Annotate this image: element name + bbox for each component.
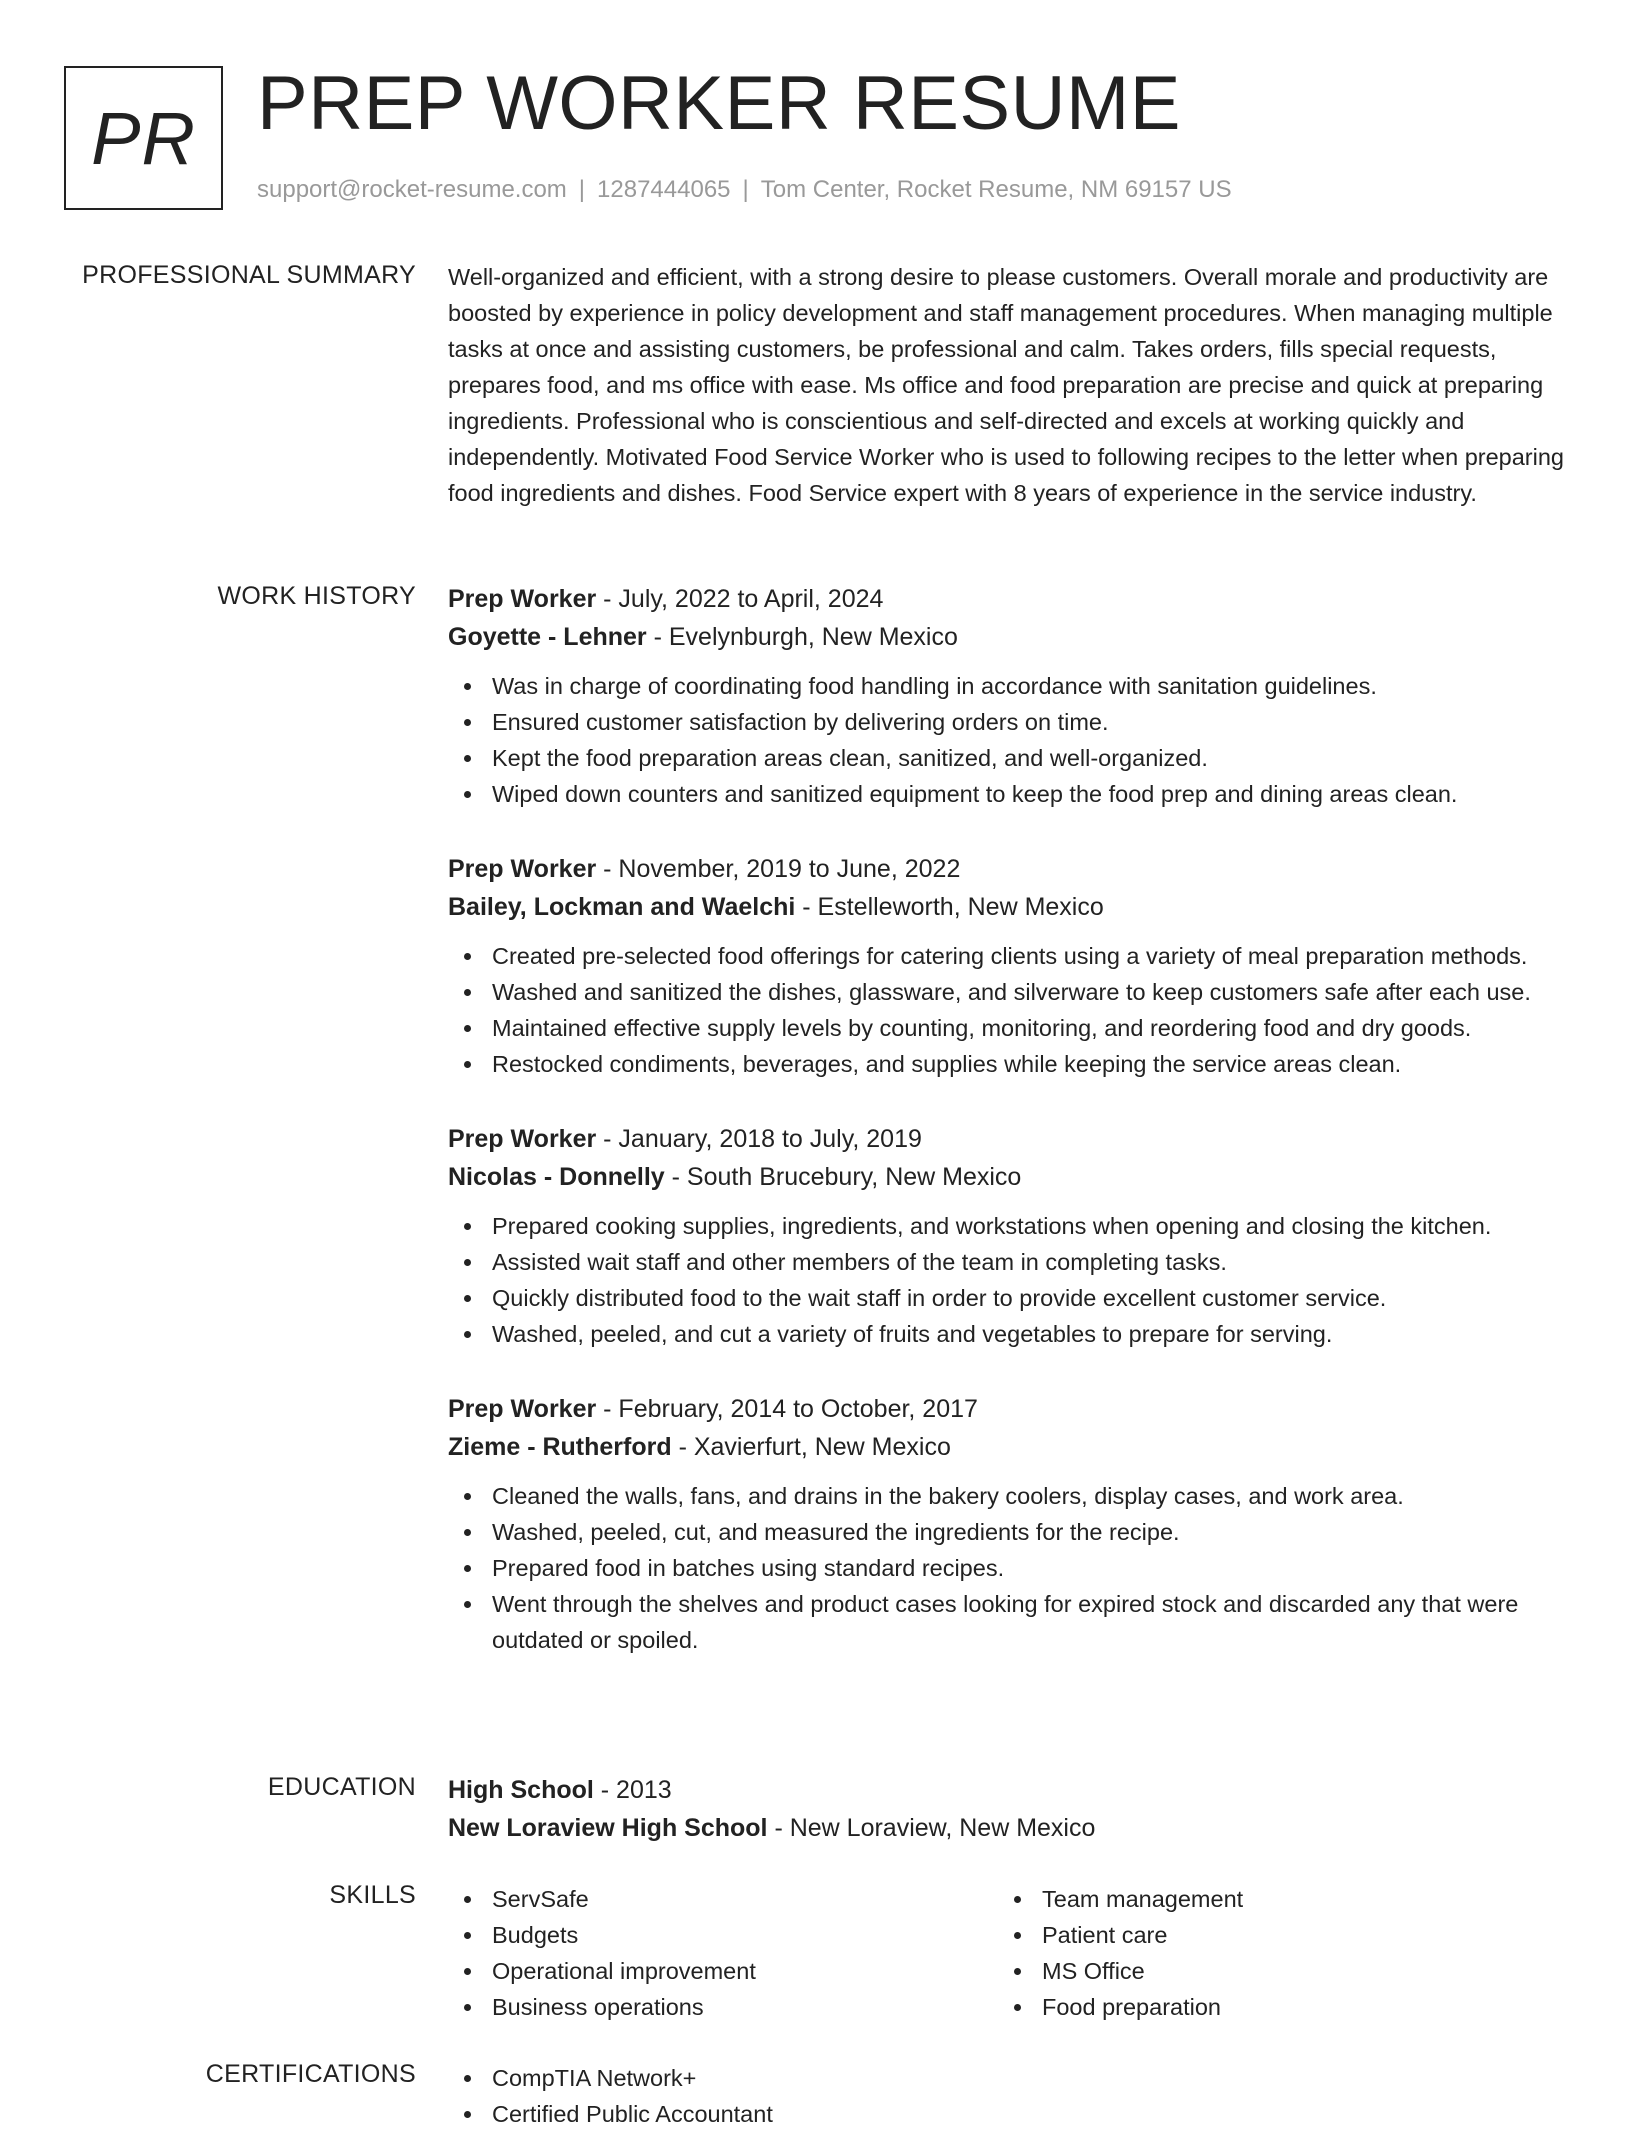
- job-company-line: [448, 1158, 1568, 1196]
- skills-grid: [448, 1881, 1568, 2025]
- resume-header: [64, 61, 1568, 210]
- job-company: Nicolas - Donnelly: [448, 1163, 665, 1191]
- skills-list-1: [448, 1881, 998, 2025]
- section-label-skills: SKILLS: [329, 1881, 416, 1909]
- contact-separator: |: [578, 176, 586, 203]
- bullet-item: Quickly distributed food to the wait staff in order to provide excellent customer service.: [448, 1280, 1568, 1316]
- bullet-item: Business operations: [448, 1989, 998, 2025]
- section-label-work-history: WORK HISTORY: [217, 582, 416, 610]
- job-dates: - November, 2019 to June, 2022: [596, 855, 961, 883]
- section-label-education: EDUCATION: [267, 1773, 416, 1801]
- education-degree-line: [448, 1771, 1568, 1809]
- job-dates: - January, 2018 to July, 2019: [596, 1125, 922, 1153]
- contact-email[interactable]: support@rocket-resume.com: [257, 176, 567, 203]
- bullet-item: Certified Public Accountant: [448, 2096, 1568, 2132]
- education-entry: [448, 1771, 1568, 1847]
- certifications-list: [448, 2060, 1568, 2132]
- bullet-item: Assisted wait staff and other members of the team in completing tasks.: [448, 1244, 1568, 1280]
- job-company: Zieme - Rutherford: [448, 1433, 672, 1461]
- education-location: - New Loraview, New Mexico: [767, 1814, 1096, 1842]
- job-duties-list: [448, 938, 1568, 1082]
- job-entry: [448, 1120, 1568, 1352]
- contact-address: Tom Center, Rocket Resume, NM 69157 US: [760, 176, 1232, 203]
- monogram-box: PR: [64, 66, 223, 210]
- education-school-line: [448, 1809, 1568, 1847]
- job-title-line: [448, 850, 1568, 888]
- job-duties-list: [448, 1208, 1568, 1352]
- job-title: Prep Worker: [448, 585, 597, 613]
- job-entry: [448, 580, 1568, 812]
- job-title-line: [448, 580, 1568, 618]
- education-school: New Loraview High School: [448, 1814, 768, 1842]
- job-title-line: [448, 1390, 1568, 1428]
- bullet-item: MS Office: [998, 1953, 1548, 1989]
- job-location: - Evelynburgh, New Mexico: [646, 623, 958, 651]
- job-duties-list: [448, 1478, 1568, 1658]
- bullet-item: Food preparation: [998, 1989, 1548, 2025]
- job-title: Prep Worker: [448, 855, 597, 883]
- job-duties-list: [448, 668, 1568, 812]
- bullet-item: Created pre-selected food offerings for catering clients using a variety of meal preparation methods.: [448, 938, 1568, 974]
- bullet-item: Prepared food in batches using standard recipes.: [448, 1550, 1568, 1586]
- bullet-item: Operational improvement: [448, 1953, 998, 1989]
- bullet-item: Patient care: [998, 1917, 1548, 1953]
- job-company-line: [448, 888, 1568, 926]
- skills-list-2: [998, 1881, 1548, 2025]
- section-label-certifications: CERTIFICATIONS: [205, 2060, 416, 2088]
- bullet-item: Kept the food preparation areas clean, sanitized, and well-organized.: [448, 740, 1568, 776]
- bullet-item: Maintained effective supply levels by counting, monitoring, and reordering food and dry goods.: [448, 1010, 1568, 1046]
- job-title: Prep Worker: [448, 1125, 597, 1153]
- job-location: - South Brucebury, New Mexico: [664, 1163, 1022, 1191]
- summary-text: Well-organized and efficient, with a strong desire to please customers. Overall morale and productivity are boosted by experience in policy development and staff management procedures. When managing multiple tasks at once and assisting customers, be professional and calm. Takes orders, fills special requests, prepares food, and ms office with ease. Ms office and food preparation are precise and quick at preparing ingredients. Professional who is conscientious and self-directed and excels at working quickly and independently. Motivated Food Service Worker who is used to following recipes to the letter when preparing food ingredients and dishes. Food Service expert with 8 years of experience in the service industry.: [448, 264, 1564, 506]
- contact-phone[interactable]: 1287444065: [597, 176, 731, 203]
- job-location: - Xavierfurt, New Mexico: [671, 1433, 951, 1461]
- contact-separator: |: [742, 176, 749, 203]
- education-degree: High School: [448, 1776, 594, 1804]
- contact-line: [257, 176, 1232, 204]
- job-dates: - July, 2022 to April, 2024: [596, 585, 884, 613]
- bullet-item: Was in charge of coordinating food handling in accordance with sanitation guidelines.: [448, 668, 1568, 704]
- bullet-item: Restocked condiments, beverages, and supplies while keeping the service areas clean.: [448, 1046, 1568, 1082]
- skills-column-2: [998, 1881, 1548, 2025]
- job-company: Goyette - Lehner: [448, 623, 647, 651]
- job-company-line: [448, 1428, 1568, 1466]
- bullet-item: Prepared cooking supplies, ingredients, and workstations when opening and closing the kitchen.: [448, 1208, 1568, 1244]
- bullet-item: CompTIA Network+: [448, 2060, 1568, 2096]
- bullet-item: Went through the shelves and product cases looking for expired stock and discarded any that were outdated or spoiled.: [448, 1586, 1568, 1658]
- job-company: Bailey, Lockman and Waelchi: [448, 893, 796, 921]
- job-title: Prep Worker: [448, 1395, 597, 1423]
- bullet-item: Cleaned the walls, fans, and drains in the bakery coolers, display cases, and work area.: [448, 1478, 1568, 1514]
- resume-title: PREP WORKER RESUME: [257, 61, 1181, 146]
- skills-column-1: [448, 1881, 998, 2025]
- job-company-line: [448, 618, 1568, 656]
- education-year: - 2013: [593, 1776, 672, 1804]
- bullet-item: Team management: [998, 1881, 1548, 1917]
- bullet-item: Washed and sanitized the dishes, glassware, and silverware to keep customers safe after each use.: [448, 974, 1568, 1010]
- job-entry: [448, 1390, 1568, 1658]
- bullet-item: Budgets: [448, 1917, 998, 1953]
- bullet-item: Washed, peeled, cut, and measured the ingredients for the recipe.: [448, 1514, 1568, 1550]
- jobs-list: [448, 580, 1568, 1658]
- bullet-item: Wiped down counters and sanitized equipment to keep the food prep and dining areas clean.: [448, 776, 1568, 812]
- bullet-item: Washed, peeled, and cut a variety of fruits and vegetables to prepare for serving.: [448, 1316, 1568, 1352]
- job-dates: - February, 2014 to October, 2017: [596, 1395, 978, 1423]
- job-entry: [448, 850, 1568, 1082]
- section-label-summary: PROFESSIONAL SUMMARY: [82, 261, 416, 289]
- job-location: - Estelleworth, New Mexico: [795, 893, 1104, 921]
- bullet-item: ServSafe: [448, 1881, 998, 1917]
- bullet-item: Ensured customer satisfaction by delivering orders on time.: [448, 704, 1568, 740]
- certifications-entry: [448, 2060, 1568, 2132]
- job-title-line: [448, 1120, 1568, 1158]
